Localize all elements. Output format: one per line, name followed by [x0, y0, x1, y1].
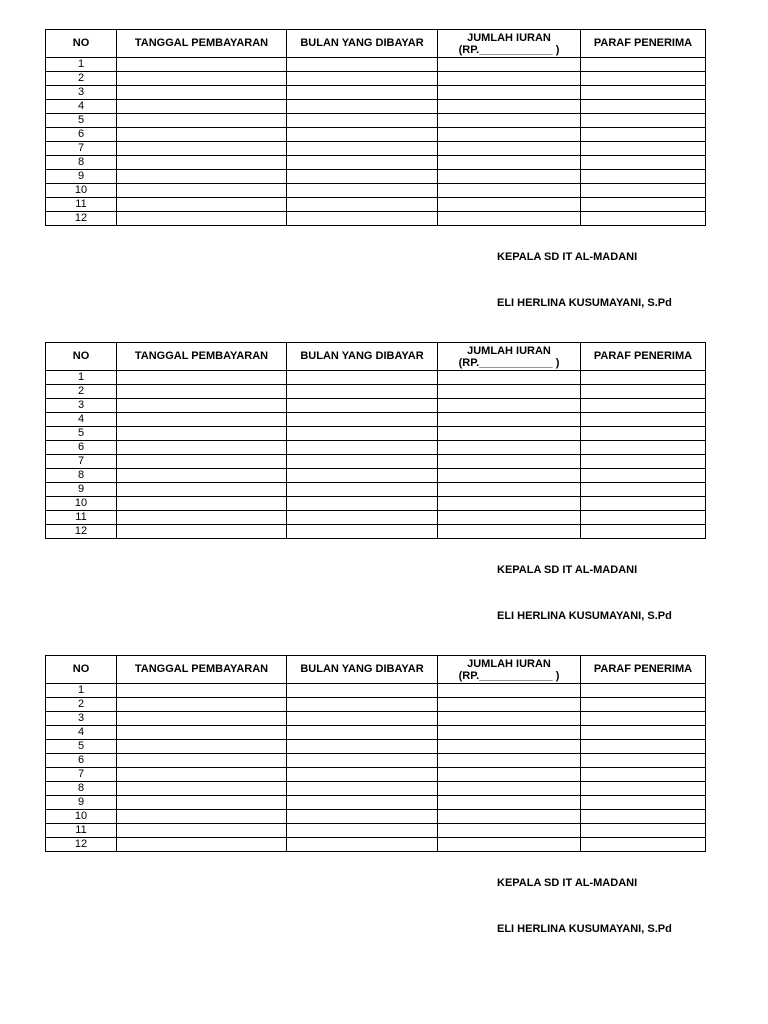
- cell-jumlah[interactable]: [438, 427, 581, 441]
- table-row: [46, 497, 706, 511]
- cell-bulan[interactable]: [287, 170, 438, 184]
- table-row: [46, 58, 706, 72]
- cell-bulan[interactable]: [287, 740, 438, 754]
- row-number: 4: [46, 100, 117, 114]
- header-jumlah-label: JUMLAH IURAN: [467, 657, 551, 670]
- cell-paraf[interactable]: [581, 698, 706, 712]
- table-row: [46, 469, 706, 483]
- table-row: [46, 483, 706, 497]
- table-row: [46, 399, 706, 413]
- table-row: [46, 824, 706, 838]
- cell-paraf[interactable]: [581, 455, 706, 469]
- header-no: NO: [46, 656, 117, 684]
- cell-jumlah[interactable]: [438, 399, 581, 413]
- cell-bulan[interactable]: [287, 483, 438, 497]
- table-row: [46, 156, 706, 170]
- cell-jumlah[interactable]: [438, 525, 581, 539]
- cell-jumlah[interactable]: [438, 72, 581, 86]
- cell-paraf[interactable]: [581, 768, 706, 782]
- cell-paraf[interactable]: [581, 58, 706, 72]
- table-row: [46, 212, 706, 226]
- cell-bulan[interactable]: [287, 128, 438, 142]
- cell-tanggal[interactable]: [117, 455, 287, 469]
- cell-bulan[interactable]: [287, 782, 438, 796]
- table-row: [46, 427, 706, 441]
- cell-tanggal[interactable]: [117, 100, 287, 114]
- row-number: 11: [46, 511, 117, 525]
- row-number: 8: [46, 469, 117, 483]
- payment-table: [45, 655, 706, 852]
- cell-paraf[interactable]: [581, 441, 706, 455]
- cell-paraf[interactable]: [581, 469, 706, 483]
- cell-tanggal[interactable]: [117, 170, 287, 184]
- cell-bulan[interactable]: [287, 72, 438, 86]
- cell-jumlah[interactable]: [438, 483, 581, 497]
- cell-paraf[interactable]: [581, 156, 706, 170]
- header-bulan-dibayar: BULAN YANG DIBAYAR: [287, 30, 438, 58]
- row-number: 8: [46, 156, 117, 170]
- row-number: 3: [46, 399, 117, 413]
- cell-paraf[interactable]: [581, 824, 706, 838]
- cell-paraf[interactable]: [581, 371, 706, 385]
- cell-tanggal[interactable]: [117, 413, 287, 427]
- cell-paraf[interactable]: [581, 385, 706, 399]
- cell-paraf[interactable]: [581, 525, 706, 539]
- row-number: 11: [46, 198, 117, 212]
- signature-name: ELI HERLINA KUSUMAYANI, S.Pd: [497, 297, 672, 309]
- cell-bulan[interactable]: [287, 441, 438, 455]
- row-number: 5: [46, 740, 117, 754]
- cell-tanggal[interactable]: [117, 371, 287, 385]
- signature-title: KEPALA SD IT AL-MADANI: [497, 877, 638, 889]
- signature-name: ELI HERLINA KUSUMAYANI, S.Pd: [497, 610, 672, 622]
- cell-jumlah[interactable]: [438, 198, 581, 212]
- cell-paraf[interactable]: [581, 86, 706, 100]
- cell-paraf[interactable]: [581, 198, 706, 212]
- cell-bulan[interactable]: [287, 142, 438, 156]
- header-jumlah-iuran: [438, 656, 581, 684]
- cell-tanggal[interactable]: [117, 838, 287, 852]
- cell-jumlah[interactable]: [438, 796, 581, 810]
- cell-bulan[interactable]: [287, 100, 438, 114]
- cell-tanggal[interactable]: [117, 128, 287, 142]
- cell-tanggal[interactable]: [117, 114, 287, 128]
- cell-paraf[interactable]: [581, 754, 706, 768]
- cell-tanggal[interactable]: [117, 399, 287, 413]
- cell-jumlah[interactable]: [438, 740, 581, 754]
- table-row: [46, 712, 706, 726]
- row-number: 2: [46, 72, 117, 86]
- row-number: 5: [46, 114, 117, 128]
- table-row: [46, 455, 706, 469]
- row-number: 12: [46, 212, 117, 226]
- cell-paraf[interactable]: [581, 712, 706, 726]
- row-number: 8: [46, 782, 117, 796]
- cell-jumlah[interactable]: [438, 469, 581, 483]
- row-number: 4: [46, 726, 117, 740]
- cell-paraf[interactable]: [581, 726, 706, 740]
- header-tanggal-pembayaran: TANGGAL PEMBAYARAN: [117, 343, 287, 371]
- cell-paraf[interactable]: [581, 810, 706, 824]
- header-jumlah-iuran: [438, 343, 581, 371]
- cell-paraf[interactable]: [581, 399, 706, 413]
- header-jumlah-iuran: [438, 30, 581, 58]
- cell-tanggal[interactable]: [117, 142, 287, 156]
- row-number: 7: [46, 455, 117, 469]
- cell-tanggal[interactable]: [117, 525, 287, 539]
- cell-paraf[interactable]: [581, 170, 706, 184]
- cell-paraf[interactable]: [581, 128, 706, 142]
- cell-jumlah[interactable]: [438, 497, 581, 511]
- header-bulan-dibayar: BULAN YANG DIBAYAR: [287, 656, 438, 684]
- table-header-row: [46, 656, 706, 684]
- table-row: [46, 198, 706, 212]
- cell-tanggal[interactable]: [117, 385, 287, 399]
- cell-tanggal[interactable]: [117, 427, 287, 441]
- cell-bulan[interactable]: [287, 810, 438, 824]
- row-number: 3: [46, 86, 117, 100]
- cell-paraf[interactable]: [581, 511, 706, 525]
- cell-bulan[interactable]: [287, 156, 438, 170]
- header-jumlah-label: JUMLAH IURAN: [467, 344, 551, 357]
- table-header-row: [46, 30, 706, 58]
- table-row: [46, 511, 706, 525]
- payment-section-1: [45, 29, 705, 309]
- cell-jumlah[interactable]: [438, 810, 581, 824]
- table-row: [46, 100, 706, 114]
- table-row: [46, 782, 706, 796]
- cell-paraf[interactable]: [581, 740, 706, 754]
- header-tanggal-pembayaran: TANGGAL PEMBAYARAN: [117, 656, 287, 684]
- cell-jumlah[interactable]: [438, 385, 581, 399]
- cell-jumlah[interactable]: [438, 142, 581, 156]
- cell-tanggal[interactable]: [117, 483, 287, 497]
- cell-tanggal[interactable]: [117, 198, 287, 212]
- table-row: [46, 142, 706, 156]
- header-jumlah-rp: (RP.____________ ): [458, 43, 560, 56]
- cell-bulan[interactable]: [287, 86, 438, 100]
- cell-bulan[interactable]: [287, 511, 438, 525]
- cell-jumlah[interactable]: [438, 100, 581, 114]
- cell-paraf[interactable]: [581, 427, 706, 441]
- row-number: 10: [46, 810, 117, 824]
- row-number: 12: [46, 838, 117, 852]
- cell-jumlah[interactable]: [438, 114, 581, 128]
- cell-bulan[interactable]: [287, 58, 438, 72]
- header-jumlah-label: JUMLAH IURAN: [467, 31, 551, 44]
- cell-bulan[interactable]: [287, 455, 438, 469]
- cell-jumlah[interactable]: [438, 768, 581, 782]
- cell-bulan[interactable]: [287, 184, 438, 198]
- row-number: 6: [46, 754, 117, 768]
- cell-jumlah[interactable]: [438, 128, 581, 142]
- cell-bulan[interactable]: [287, 114, 438, 128]
- cell-tanggal[interactable]: [117, 184, 287, 198]
- cell-tanggal[interactable]: [117, 441, 287, 455]
- cell-bulan[interactable]: [287, 726, 438, 740]
- row-number: 1: [46, 371, 117, 385]
- cell-tanggal[interactable]: [117, 740, 287, 754]
- cell-jumlah[interactable]: [438, 371, 581, 385]
- cell-bulan[interactable]: [287, 497, 438, 511]
- header-no: NO: [46, 343, 117, 371]
- table-row: [46, 768, 706, 782]
- table-row: [46, 413, 706, 427]
- cell-tanggal[interactable]: [117, 58, 287, 72]
- table-row: [46, 754, 706, 768]
- cell-jumlah[interactable]: [438, 511, 581, 525]
- cell-jumlah[interactable]: [438, 58, 581, 72]
- cell-paraf[interactable]: [581, 796, 706, 810]
- cell-paraf[interactable]: [581, 212, 706, 226]
- cell-jumlah[interactable]: [438, 86, 581, 100]
- cell-tanggal[interactable]: [117, 726, 287, 740]
- cell-paraf[interactable]: [581, 497, 706, 511]
- cell-bulan[interactable]: [287, 754, 438, 768]
- cell-tanggal[interactable]: [117, 810, 287, 824]
- payment-section-3: [45, 655, 705, 935]
- header-jumlah-rp: (RP.____________ ): [458, 356, 560, 369]
- signature-title: KEPALA SD IT AL-MADANI: [497, 251, 638, 263]
- cell-tanggal[interactable]: [117, 768, 287, 782]
- cell-bulan[interactable]: [287, 712, 438, 726]
- cell-paraf[interactable]: [581, 184, 706, 198]
- row-number: 1: [46, 58, 117, 72]
- cell-paraf[interactable]: [581, 100, 706, 114]
- cell-jumlah[interactable]: [438, 824, 581, 838]
- cell-jumlah[interactable]: [438, 170, 581, 184]
- cell-jumlah[interactable]: [438, 441, 581, 455]
- cell-tanggal[interactable]: [117, 156, 287, 170]
- cell-jumlah[interactable]: [438, 782, 581, 796]
- table-row: [46, 810, 706, 824]
- cell-bulan[interactable]: [287, 371, 438, 385]
- cell-bulan[interactable]: [287, 198, 438, 212]
- cell-tanggal[interactable]: [117, 796, 287, 810]
- table-row: [46, 525, 706, 539]
- cell-tanggal[interactable]: [117, 212, 287, 226]
- cell-jumlah[interactable]: [438, 212, 581, 226]
- cell-bulan[interactable]: [287, 469, 438, 483]
- cell-bulan[interactable]: [287, 838, 438, 852]
- row-number: 6: [46, 128, 117, 142]
- row-number: 10: [46, 497, 117, 511]
- cell-paraf[interactable]: [581, 114, 706, 128]
- cell-jumlah[interactable]: [438, 455, 581, 469]
- cell-paraf[interactable]: [581, 72, 706, 86]
- table-row: [46, 86, 706, 100]
- payment-table: [45, 342, 706, 539]
- table-row: [46, 684, 706, 698]
- signature-name: ELI HERLINA KUSUMAYANI, S.Pd: [497, 923, 672, 935]
- row-number: 2: [46, 698, 117, 712]
- payment-section-2: [45, 342, 705, 622]
- row-number: 12: [46, 525, 117, 539]
- cell-bulan[interactable]: [287, 796, 438, 810]
- cell-paraf[interactable]: [581, 838, 706, 852]
- payment-table: [45, 29, 706, 226]
- row-number: 5: [46, 427, 117, 441]
- cell-paraf[interactable]: [581, 782, 706, 796]
- cell-tanggal[interactable]: [117, 684, 287, 698]
- cell-jumlah[interactable]: [438, 684, 581, 698]
- table-row: [46, 838, 706, 852]
- table-header-row: [46, 343, 706, 371]
- row-number: 4: [46, 413, 117, 427]
- cell-tanggal[interactable]: [117, 86, 287, 100]
- cell-jumlah[interactable]: [438, 754, 581, 768]
- cell-paraf[interactable]: [581, 684, 706, 698]
- row-number: 6: [46, 441, 117, 455]
- row-number: 1: [46, 684, 117, 698]
- row-number: 9: [46, 483, 117, 497]
- cell-bulan[interactable]: [287, 385, 438, 399]
- cell-tanggal[interactable]: [117, 469, 287, 483]
- cell-bulan[interactable]: [287, 212, 438, 226]
- table-row: [46, 184, 706, 198]
- table-row: [46, 796, 706, 810]
- cell-bulan[interactable]: [287, 525, 438, 539]
- cell-tanggal[interactable]: [117, 782, 287, 796]
- header-paraf-penerima: PARAF PENERIMA: [581, 656, 706, 684]
- cell-bulan[interactable]: [287, 768, 438, 782]
- header-bulan-dibayar: BULAN YANG DIBAYAR: [287, 343, 438, 371]
- table-row: [46, 114, 706, 128]
- table-row: [46, 371, 706, 385]
- table-row: [46, 726, 706, 740]
- row-number: 3: [46, 712, 117, 726]
- cell-tanggal[interactable]: [117, 754, 287, 768]
- row-number: 11: [46, 824, 117, 838]
- header-paraf-penerima: PARAF PENERIMA: [581, 30, 706, 58]
- cell-jumlah[interactable]: [438, 838, 581, 852]
- header-tanggal-pembayaran: TANGGAL PEMBAYARAN: [117, 30, 287, 58]
- header-paraf-penerima: PARAF PENERIMA: [581, 343, 706, 371]
- table-row: [46, 72, 706, 86]
- table-row: [46, 740, 706, 754]
- row-number: 7: [46, 142, 117, 156]
- cell-tanggal[interactable]: [117, 511, 287, 525]
- table-row: [46, 385, 706, 399]
- cell-tanggal[interactable]: [117, 698, 287, 712]
- cell-bulan[interactable]: [287, 684, 438, 698]
- signature-title: KEPALA SD IT AL-MADANI: [497, 564, 638, 576]
- cell-jumlah[interactable]: [438, 156, 581, 170]
- cell-bulan[interactable]: [287, 413, 438, 427]
- cell-paraf[interactable]: [581, 413, 706, 427]
- row-number: 9: [46, 796, 117, 810]
- header-jumlah-rp: (RP.____________ ): [458, 669, 560, 682]
- header-no: NO: [46, 30, 117, 58]
- cell-tanggal[interactable]: [117, 712, 287, 726]
- row-number: 2: [46, 385, 117, 399]
- cell-jumlah[interactable]: [438, 184, 581, 198]
- row-number: 10: [46, 184, 117, 198]
- table-row: [46, 128, 706, 142]
- cell-jumlah[interactable]: [438, 698, 581, 712]
- row-number: 9: [46, 170, 117, 184]
- table-row: [46, 698, 706, 712]
- cell-jumlah[interactable]: [438, 712, 581, 726]
- table-row: [46, 170, 706, 184]
- cell-paraf[interactable]: [581, 483, 706, 497]
- cell-jumlah[interactable]: [438, 726, 581, 740]
- cell-bulan[interactable]: [287, 824, 438, 838]
- row-number: 7: [46, 768, 117, 782]
- cell-tanggal[interactable]: [117, 497, 287, 511]
- cell-bulan[interactable]: [287, 698, 438, 712]
- cell-tanggal[interactable]: [117, 72, 287, 86]
- cell-jumlah[interactable]: [438, 413, 581, 427]
- table-row: [46, 441, 706, 455]
- cell-tanggal[interactable]: [117, 824, 287, 838]
- cell-bulan[interactable]: [287, 427, 438, 441]
- cell-paraf[interactable]: [581, 142, 706, 156]
- cell-bulan[interactable]: [287, 399, 438, 413]
